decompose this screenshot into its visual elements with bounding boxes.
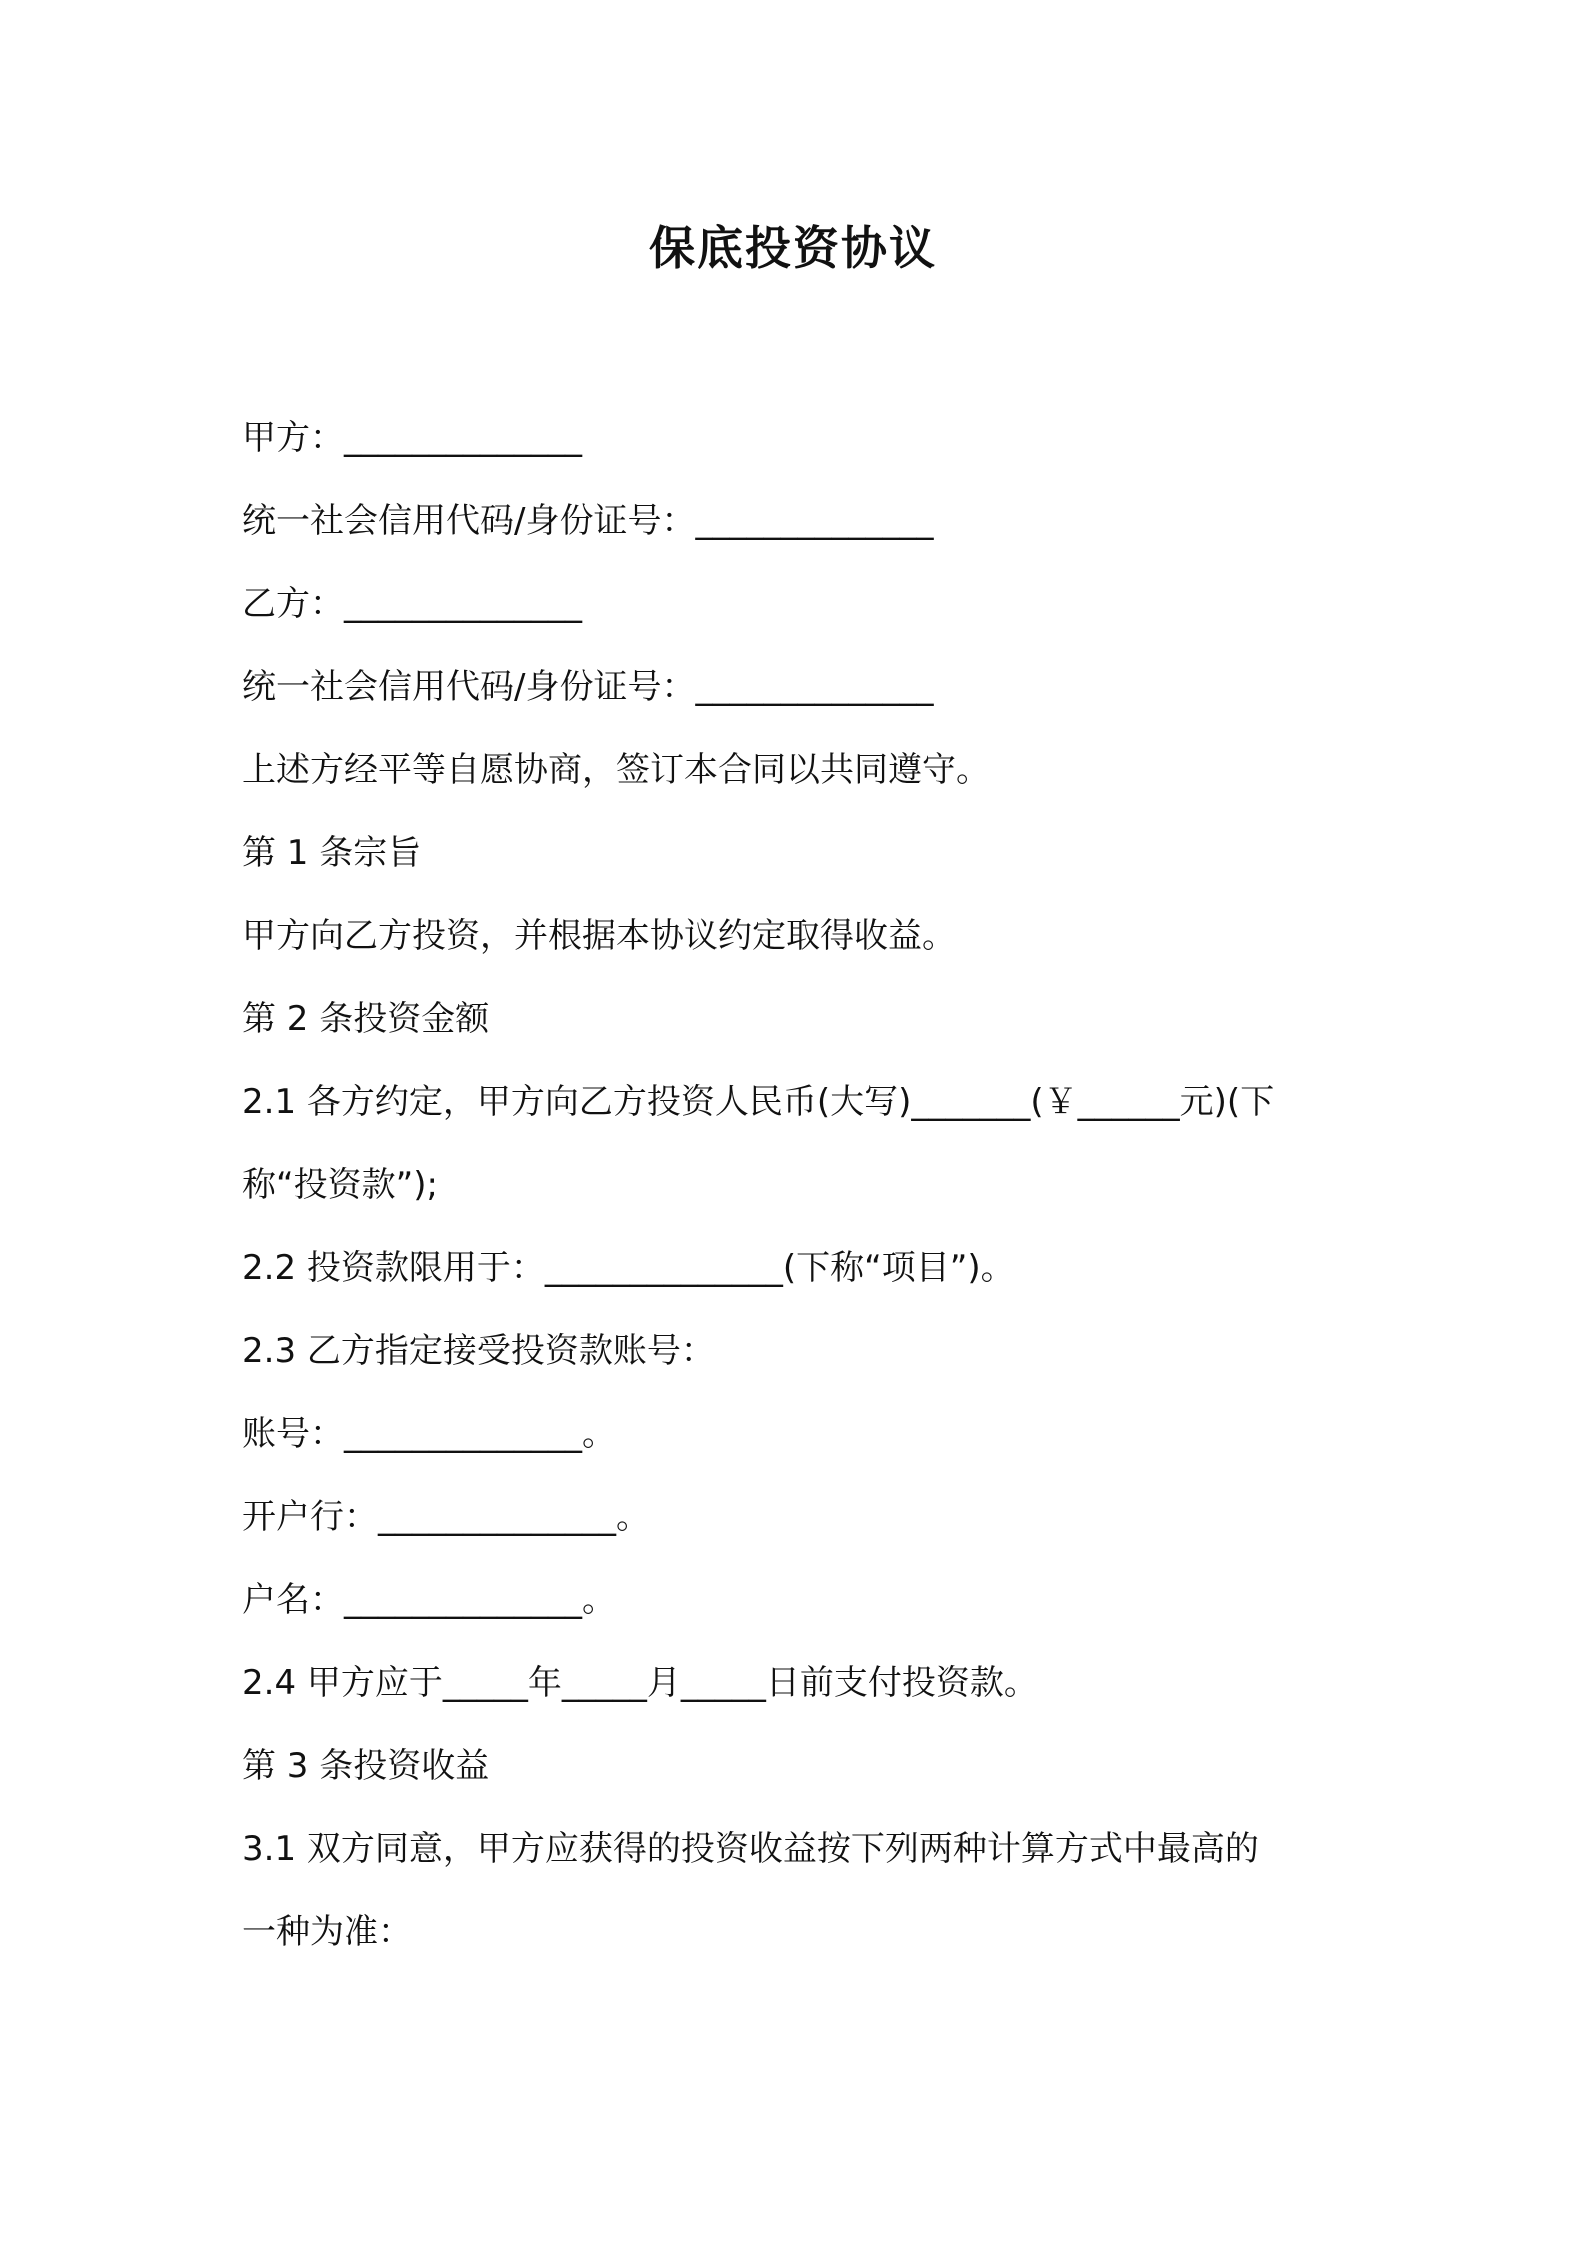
article-1-heading: 第 1 条宗旨 xyxy=(242,833,422,873)
article-1-text: 甲方向乙方投资，并根据本协议约定取得收益。 xyxy=(242,916,956,956)
account-number-line: 账号：______________。 xyxy=(242,1414,616,1454)
party-a-line: 甲方：______________ xyxy=(242,418,582,458)
clause-2-4: 2.4 甲方应于_____年_____月_____日前支付投资款。 xyxy=(242,1663,1038,1703)
agreement-intro: 上述方经平等自愿协商，签订本合同以共同遵守。 xyxy=(242,750,990,790)
bank-line: 开户行：______________。 xyxy=(242,1497,650,1537)
document-body xyxy=(242,408,1352,1985)
party-b-line: 乙方：______________ xyxy=(242,584,582,624)
clause-3-1-line-1: 3.1 双方同意，甲方应获得的投资收益按下列两种计算方式中最高的 xyxy=(242,1829,1259,1869)
clause-2-2: 2.2 投资款限用于：______________(下称“项目”)。 xyxy=(242,1248,1015,1288)
article-2-heading: 第 2 条投资金额 xyxy=(242,999,490,1039)
document-title: 保底投资协议 xyxy=(649,221,937,275)
clause-3-1-line-2: 一种为准： xyxy=(242,1912,412,1952)
article-3-heading: 第 3 条投资收益 xyxy=(242,1746,490,1786)
clause-2-1-line-2: 称“投资款”); xyxy=(242,1165,438,1205)
clause-2-1-line-1: 2.1 各方约定，甲方向乙方投资人民币(大写)_______(￥______元)(下 xyxy=(242,1082,1275,1122)
party-a-id-line: 统一社会信用代码/身份证号：______________ xyxy=(242,501,934,541)
clause-2-3: 2.3 乙方指定接受投资款账号： xyxy=(242,1331,715,1371)
account-name-line: 户名：______________。 xyxy=(242,1580,616,1620)
party-b-id-line: 统一社会信用代码/身份证号：______________ xyxy=(242,667,934,707)
